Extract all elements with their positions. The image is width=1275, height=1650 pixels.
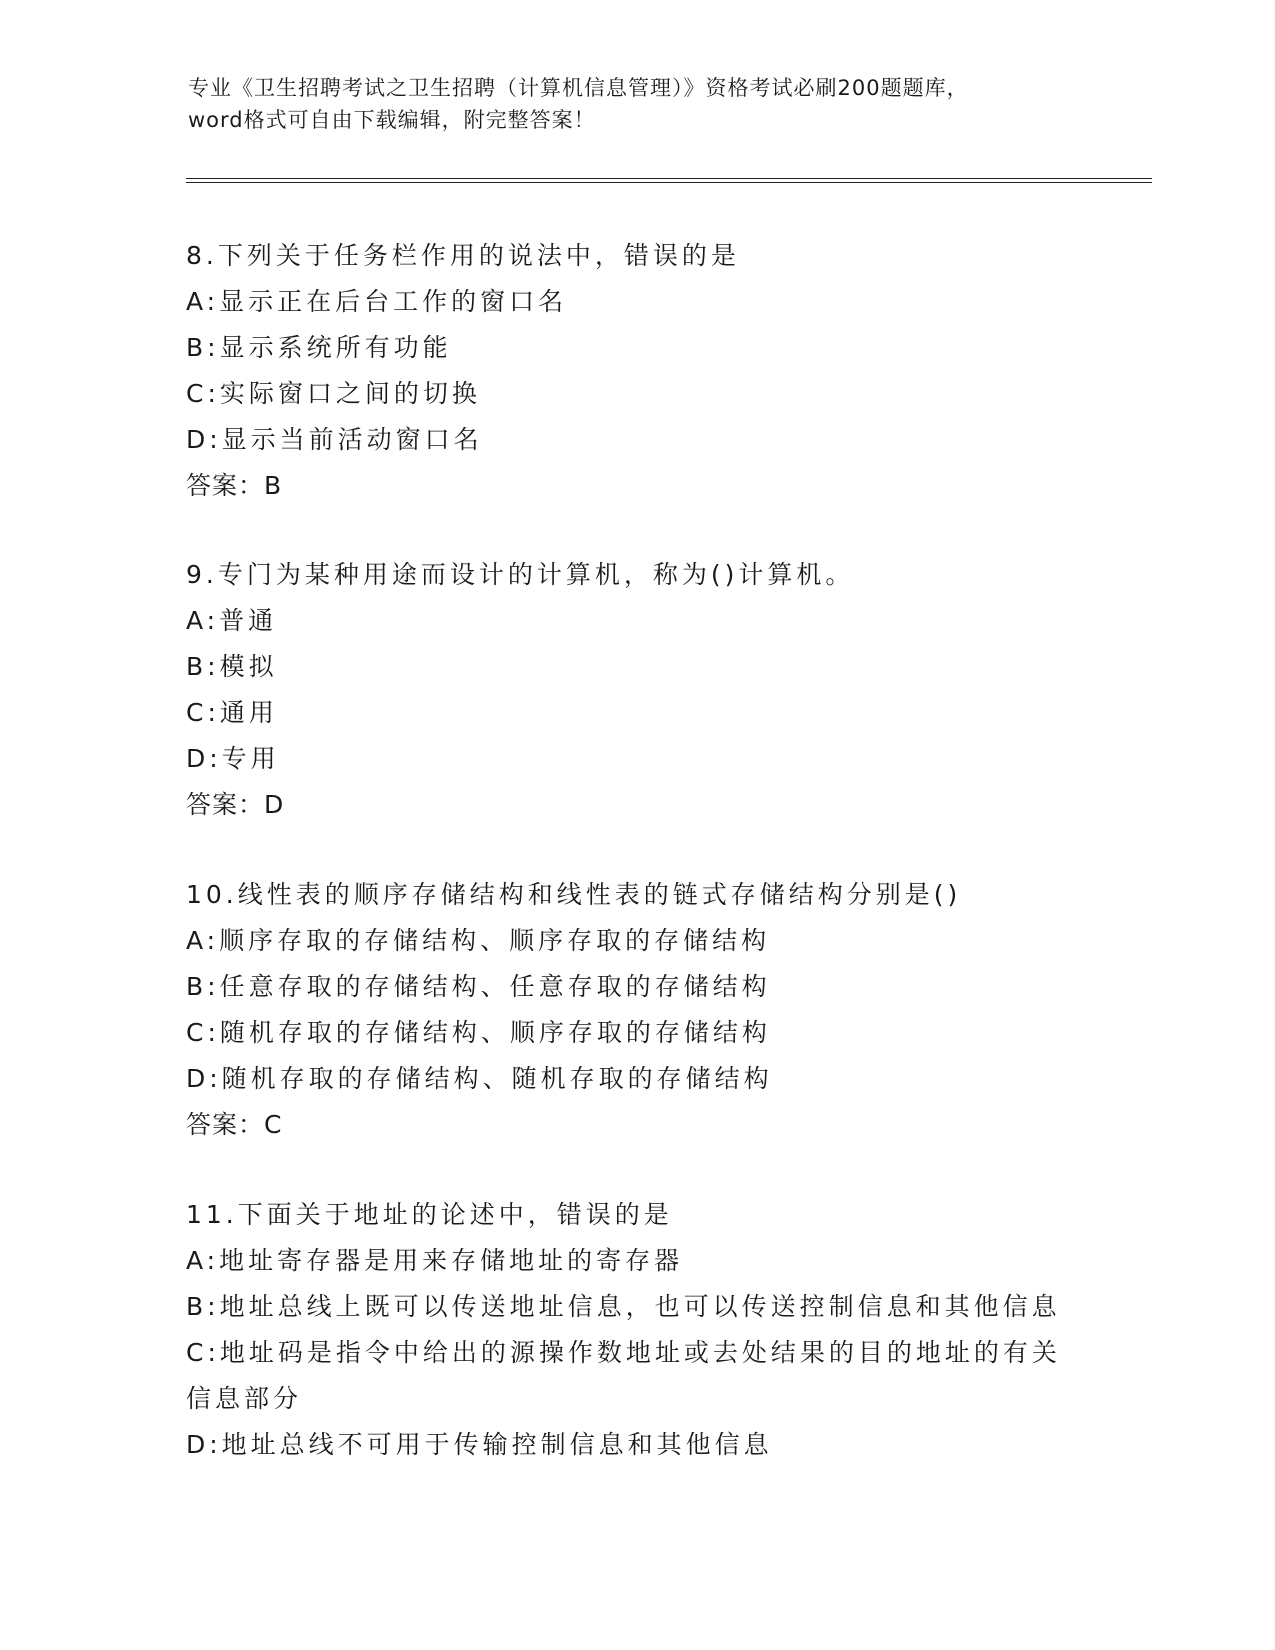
option-c: C:实际窗口之间的切换 — [186, 379, 481, 408]
header-divider-bottom — [186, 182, 1152, 183]
question-stem: 9.专门为某种用途而设计的计算机，称为()计算机。 — [186, 560, 855, 589]
option-b: B:显示系统所有功能 — [186, 333, 452, 362]
option-c: C:通用 — [186, 698, 278, 727]
answer-label: 答案：C — [186, 1110, 283, 1139]
question-stem: 10.线性表的顺序存储结构和线性表的链式存储结构分别是() — [186, 880, 962, 909]
question-stem: 8.下列关于任务栏作用的说法中，错误的是 — [186, 241, 740, 270]
option-a: A:显示正在后台工作的窗口名 — [186, 287, 568, 316]
question-10 — [186, 872, 1086, 1148]
answer-label: 答案：B — [186, 471, 283, 500]
header-divider-top — [186, 178, 1152, 179]
option-c: C:地址码是指令中给出的源操作数地址或去处结果的目的地址的有关信息部分 — [186, 1338, 1061, 1413]
option-a: A:普通 — [186, 606, 278, 635]
option-d: D:专用 — [186, 744, 280, 773]
answer-label: 答案：D — [186, 790, 285, 819]
option-d: D:地址总线不可用于传输控制信息和其他信息 — [186, 1430, 773, 1459]
option-b: B:地址总线上既可以传送地址信息，也可以传送控制信息和其他信息 — [186, 1292, 1061, 1321]
option-a: A:顺序存取的存储结构、顺序存取的存储结构 — [186, 926, 771, 955]
question-stem: 11.下面关于地址的论述中，错误的是 — [186, 1200, 673, 1229]
question-9 — [186, 552, 1086, 828]
question-11 — [186, 1192, 1086, 1468]
option-b: B:任意存取的存储结构、任意存取的存储结构 — [186, 972, 771, 1001]
option-d: D:显示当前活动窗口名 — [186, 425, 483, 454]
question-8 — [186, 233, 1086, 509]
option-b: B:模拟 — [186, 652, 278, 681]
document-header — [188, 72, 1088, 136]
header-line-1: 专业《卫生招聘考试之卫生招聘（计算机信息管理）》资格考试必刷200题题库， — [188, 76, 969, 100]
option-d: D:随机存取的存储结构、随机存取的存储结构 — [186, 1064, 773, 1093]
option-c: C:随机存取的存储结构、顺序存取的存储结构 — [186, 1018, 771, 1047]
option-a: A:地址寄存器是用来存储地址的寄存器 — [186, 1246, 684, 1275]
header-line-2: word格式可自由下载编辑，附完整答案！ — [188, 108, 596, 132]
